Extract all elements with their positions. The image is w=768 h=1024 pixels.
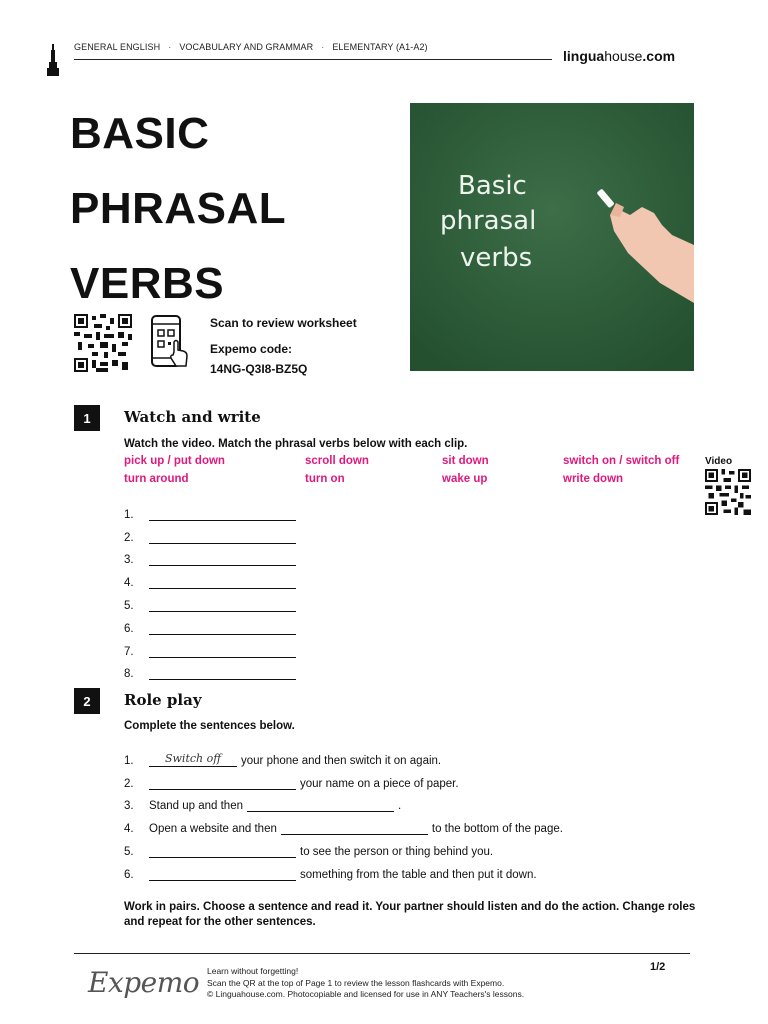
answer-blank[interactable]: [149, 529, 296, 544]
page-number: 1/2: [650, 961, 666, 973]
sentence-text: your phone and then switch it on again.: [241, 754, 442, 767]
list-item: [124, 858, 563, 881]
item-number: 2.: [124, 531, 134, 544]
footer-tagline: Learn without forgetting!: [207, 966, 299, 976]
list-item: [124, 767, 563, 790]
answer-blank[interactable]: [149, 665, 296, 680]
title-line: VERBS: [70, 259, 225, 308]
list-item: [124, 498, 296, 521]
video-label: Video: [705, 456, 733, 467]
verb-option: write down: [563, 473, 624, 485]
statue-logo-icon: [46, 44, 60, 76]
section-number: 2: [74, 688, 100, 714]
verb-option: turn on: [305, 473, 345, 485]
pair-work-instruction: Work in pairs. Choose a sentence and read it. Your partner should listen and do the action. Change roles and repeat for the other sentences.: [124, 901, 696, 928]
answer-blank[interactable]: [149, 551, 296, 566]
verb-option: pick up / put down: [124, 455, 225, 467]
item-number: 3.: [124, 800, 134, 813]
crumb-separator: ·: [321, 42, 325, 52]
answer-blank[interactable]: [149, 643, 296, 658]
header-divider: [74, 59, 552, 60]
answer-blank[interactable]: [149, 843, 296, 858]
verb-option: wake up: [442, 473, 488, 485]
qr-code-icon: [74, 314, 132, 372]
list-item: [124, 744, 563, 767]
list-item: [124, 790, 563, 813]
section-instruction: Complete the sentences below.: [124, 720, 295, 732]
breadcrumb: [74, 42, 428, 52]
chalkboard-image: [410, 103, 694, 371]
chalk-line-1: Basic: [458, 171, 527, 201]
scan-info: [210, 313, 357, 379]
verb-option: sit down: [442, 455, 489, 467]
phone-scan-icon: [150, 314, 190, 372]
item-number: 4.: [124, 577, 134, 590]
section-title: Role play: [124, 691, 202, 709]
footer-text: [207, 966, 524, 1001]
list-item: [124, 635, 296, 658]
verb-option: turn around: [124, 473, 189, 485]
sentence-text: Stand up and then: [149, 800, 243, 813]
footer-scan-note: Scan the QR at the top of Page 1 to review the lesson flashcards with Expemo.: [207, 977, 505, 988]
item-number: 3.: [124, 554, 134, 567]
answer-list: [124, 498, 296, 680]
list-item: [124, 544, 296, 567]
item-number: 6.: [124, 868, 134, 881]
sentence-text: to see the person or thing behind you.: [300, 845, 494, 858]
crumb-level: ELEMENTARY (A1-A2): [332, 42, 428, 52]
expemo-code-label: Expemo code:: [210, 342, 293, 356]
sentence-text: your name on a piece of paper.: [300, 777, 459, 790]
item-number: 1.: [124, 754, 134, 767]
chalkboard-art: [410, 103, 694, 371]
list-item: [124, 521, 296, 544]
item-number: 4.: [124, 823, 134, 836]
answer-blank[interactable]: [149, 597, 296, 612]
list-item: [124, 658, 296, 681]
answer-blank[interactable]: [247, 797, 394, 812]
answer-blank[interactable]: [149, 620, 296, 635]
video-qr-code-icon[interactable]: [705, 469, 751, 515]
brand-logo: [563, 48, 675, 64]
item-number: 1.: [124, 508, 134, 521]
expemo-logo: Expemo: [88, 966, 200, 999]
answer-blank[interactable]: [149, 866, 296, 881]
verb-option: scroll down: [305, 455, 369, 467]
item-number: 6.: [124, 622, 134, 635]
brand-bold: lingua: [563, 48, 605, 64]
crumb-subject: GENERAL ENGLISH: [74, 42, 161, 52]
sentence-text: something from the table and then put it down.: [300, 868, 537, 881]
crumb-topic: VOCABULARY AND GRAMMAR: [179, 42, 314, 52]
section-number: 1: [74, 405, 100, 431]
page-title: [70, 96, 286, 321]
list-item: [124, 612, 296, 635]
answer-blank[interactable]: [149, 752, 237, 767]
verb-option: switch on / switch off: [563, 455, 680, 467]
answer-blank[interactable]: [281, 820, 428, 835]
expemo-code: 14NG-Q3I8-BZ5Q: [210, 362, 308, 376]
answer-blank[interactable]: [149, 574, 296, 589]
example-answer: Switch off: [164, 751, 222, 765]
section-title: Watch and write: [124, 408, 261, 426]
brand-thin: house: [604, 48, 643, 64]
item-number: 2.: [124, 777, 134, 790]
sentence-text: to the bottom of the page.: [431, 823, 563, 836]
brand-suffix: .com: [642, 48, 676, 64]
title-line: BASIC: [70, 109, 210, 158]
list-item: [124, 566, 296, 589]
list-item: [124, 589, 296, 612]
item-number: 5.: [124, 845, 134, 858]
scan-label: Scan to review worksheet: [210, 316, 357, 330]
answer-blank[interactable]: [149, 506, 296, 521]
item-number: 8.: [124, 668, 134, 681]
answer-blank[interactable]: [149, 775, 296, 790]
list-item: [124, 812, 563, 835]
title-line: PHRASAL: [70, 184, 287, 233]
sentence-list: [124, 744, 563, 881]
section-instruction: Watch the video. Match the phrasal verbs below with each clip.: [124, 438, 468, 450]
footer-divider: [74, 953, 690, 954]
chalk-line-3: verbs: [460, 243, 533, 273]
footer-copyright: © Linguahouse.com. Photocopiable and licensed for use in ANY Teachers's lessons.: [207, 989, 525, 999]
crumb-separator: ·: [168, 42, 172, 52]
sentence-text: .: [398, 800, 402, 813]
list-item: [124, 835, 563, 858]
sentence-text: Open a website and then: [149, 823, 277, 836]
item-number: 7.: [124, 645, 134, 658]
chalk-line-2: phrasal: [440, 206, 537, 236]
item-number: 5.: [124, 599, 134, 612]
